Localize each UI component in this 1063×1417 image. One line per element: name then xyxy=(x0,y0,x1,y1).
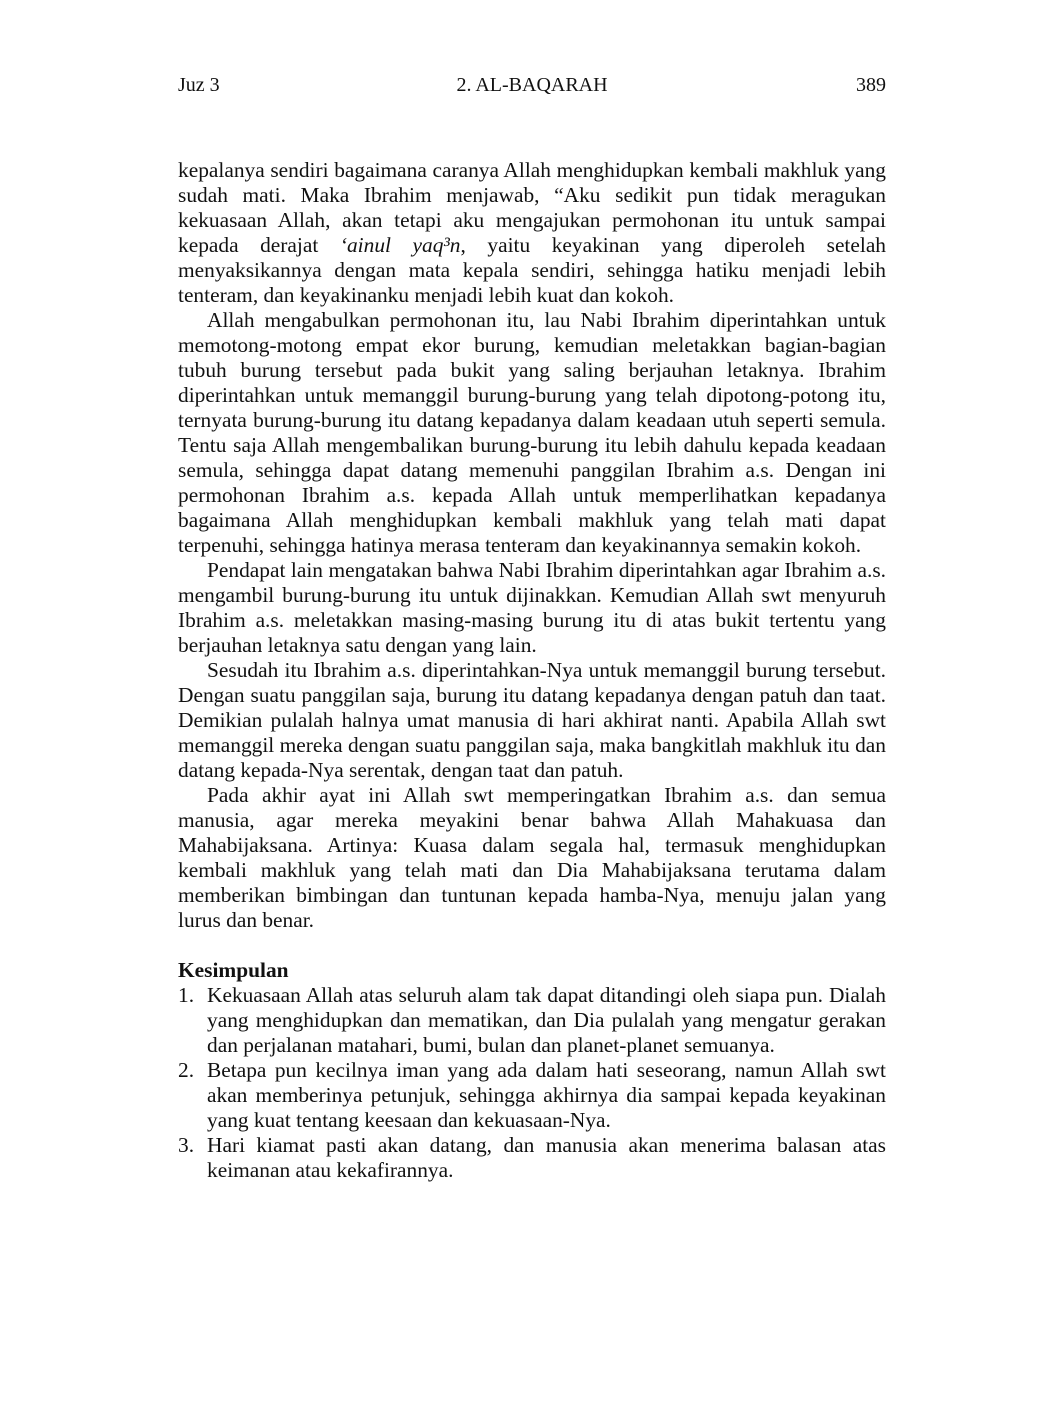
conclusion-list xyxy=(178,983,886,1183)
paragraph-5: Pada akhir ayat ini Allah swt memperingatkan Ibrahim a.s. dan semua manusia, agar mereka meyakini benar bahwa Allah Mahakuasa dan Mahabijaksana. Artinya: Kuasa dalam segala hal, termasuk menghidupkan kembali makhluk yang telah mati dan Dia Mahabijaksana terutama dalam memberikan bimbingan dan tuntunan kepada hamba-Nya, menuju jalan yang lurus dan benar. xyxy=(178,783,886,932)
list-item-number: 3. xyxy=(178,1133,195,1157)
chapter-title: 2. AL-BAQARAH xyxy=(456,74,608,96)
section-heading-kesimpulan: Kesimpulan xyxy=(178,958,289,982)
juz-label: Juz 3 xyxy=(178,74,220,96)
list-item-number: 1. xyxy=(178,983,195,1007)
running-header xyxy=(178,72,886,98)
book-page xyxy=(178,0,886,1417)
paragraph-4: Sesudah itu Ibrahim a.s. diperintahkan-Nya untuk memanggil burung tersebut. Dengan suatu panggilan saja, burung itu datang kepadanya dengan patuh dan taat. Demikian pulalah halnya umat manusia di hari akhirat nanti. Apabila Allah swt memanggil mereka dengan suatu panggilan saja, maka bangkitlah makhluk itu dan datang kepada-Nya serentak, dengan taat dan patuh. xyxy=(178,658,886,782)
paragraph-1 xyxy=(178,158,886,308)
paragraph-2: Allah mengabulkan permohonan itu, lau Nabi Ibrahim diperintahkan untuk memotong-motong empat ekor burung, kemudian meletakkan bagian-bagian tubuh burung tersebut pada bukit yang saling berjauhan letaknya. Ibrahim diperintahkan untuk memanggil burung-burung yang telah dipotong-potong itu, ternyata burung-burung itu datang kepadanya dalam keadaan utuh seperti semula. Tentu saja Allah mengembalikan burung-burung itu lebih dahulu kepada keadaan semula, sehingga dapat datang memenuhi panggilan Ibrahim a.s. Dengan ini permohonan Ibrahim a.s. kepada Allah untuk memperlihatkan kepadanya bagaimana Allah menghidupkan kembali makhluk yang telah mati dapat terpenuhi, sehingga hatinya merasa tenteram dan keyakinannya semakin kokoh. xyxy=(178,308,886,557)
list-item-number: 2. xyxy=(178,1058,195,1082)
term-ainul-yaqin: ‘ainul yaq³n xyxy=(339,233,461,257)
list-item xyxy=(178,983,886,1058)
body-text xyxy=(178,158,886,1183)
list-item-text: Betapa pun kecilnya iman yang ada dalam hati seseorang, namun Allah swt akan memberinya petunjuk, sehingga akhirnya dia sampai kepada keyakinan yang kuat tentang keesaan dan kekuasaan-Nya. xyxy=(207,1058,886,1132)
paragraph-1-part-a: kepalanya sendiri bagaimana caranya Allah menghidupkan kembali makhluk yang sudah mati. Maka Ibrahim menjawab, “Aku sedikit pun tidak meragukan kekuasaan Allah, akan tetapi aku mengajukan permohonan itu untuk sampai kepada derajat xyxy=(178,158,886,257)
list-item-text: Hari kiamat pasti akan datang, dan manusia akan menerima balasan atas keimanan atau kekafirannya. xyxy=(207,1133,886,1182)
paragraph-1-part-b: , yaitu keyakinan yang diperoleh setelah menyaksikannya dengan mata kepala sendiri, sehingga hatiku menjadi lebih tenteram, dan keyakinanku menjadi lebih kuat dan kokoh. xyxy=(178,233,887,307)
paragraph-3: Pendapat lain mengatakan bahwa Nabi Ibrahim diperintahkan agar Ibrahim a.s. mengambil burung-burung itu untuk dijinakkan. Kemudian Allah swt menyuruh Ibrahim a.s. meletakkan masing-masing burung itu di atas bukit tertentu yang berjauhan letaknya satu dengan yang lain. xyxy=(178,558,886,657)
page-number: 389 xyxy=(856,74,886,96)
list-item xyxy=(178,1058,886,1133)
list-item xyxy=(178,1133,886,1183)
list-item-text: Kekuasaan Allah atas seluruh alam tak dapat ditandingi oleh siapa pun. Dialah yang menghidupkan dan mematikan, dan Dia pulalah yang mengatur gerakan dan perjalanan matahari, bumi, bulan dan planet-planet semuanya. xyxy=(207,983,886,1057)
